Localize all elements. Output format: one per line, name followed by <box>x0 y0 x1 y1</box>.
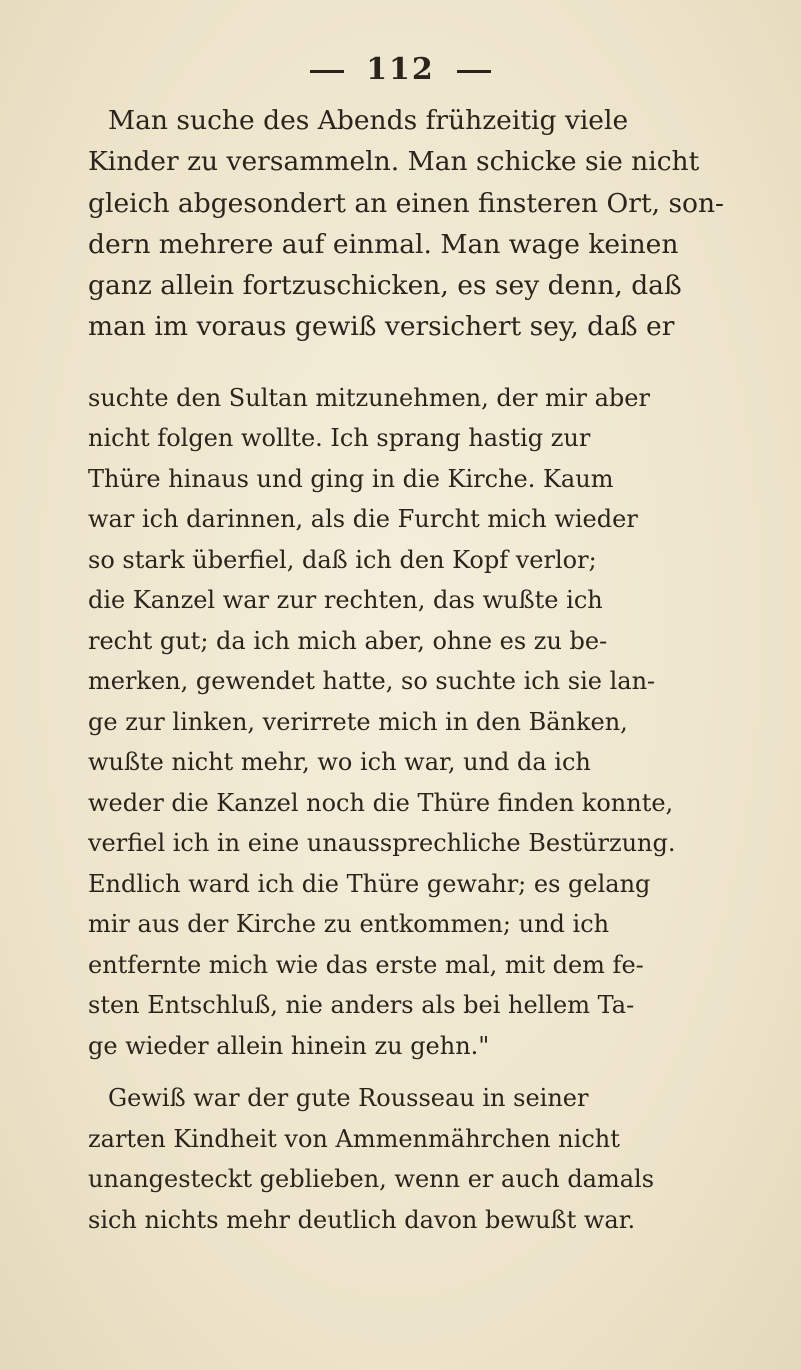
text-line: sten Entschluß, nie anders als bei hellem Ta- <box>88 991 635 1020</box>
page-number: 112 <box>366 52 435 87</box>
text-line: ganz allein fortzuschicken, es sey denn, daß <box>88 270 682 302</box>
text-line: unangesteckt geblieben, wenn er auch damals <box>88 1165 655 1194</box>
text-line: merken, gewendet hatte, so suchte ich sie lan- <box>88 667 656 696</box>
text-line: suchte den Sultan mitzunehmen, der mir aber <box>88 383 650 412</box>
text-line: Gewiß war der gute Rousseau in seiner <box>108 1084 589 1113</box>
text-line: war ich darinnen, als die Furcht mich wieder <box>88 505 638 534</box>
text-line: verfiel ich in eine unaussprechliche Bestürzung. <box>88 829 676 858</box>
text-line: wußte nicht mehr, wo ich war, und da ich <box>88 748 591 777</box>
text-line: zarten Kindheit von Ammenmährchen nicht <box>88 1124 620 1153</box>
text-line: recht gut; da ich mich aber, ohne es zu be- <box>88 626 608 655</box>
text-line: Thüre hinaus und ging in die Kirche. Kaum <box>88 464 614 493</box>
text-line: nicht folgen wollte. Ich sprang hastig zur <box>88 424 591 453</box>
text-line: gleich abgesondert an einen finsteren Ort, son- <box>88 187 725 219</box>
text-line: dern mehrere auf einmal. Man wage keinen <box>88 228 679 260</box>
text-line: ge wieder allein hinein zu gehn." <box>88 1031 490 1060</box>
text-line: man im voraus gewiß versichert sey, daß er <box>88 311 675 343</box>
text-line: Kinder zu versammeln. Man schicke sie nicht <box>88 146 700 178</box>
text-line: entfernte mich wie das erste mal, mit dem fe- <box>88 950 644 979</box>
text-line: weder die Kanzel noch die Thüre finden konnte, <box>88 788 674 817</box>
closing-paragraph <box>88 1078 748 1240</box>
text-line: die Kanzel war zur rechten, das wußte ich <box>88 586 603 615</box>
text-line: sich nichts mehr deutlich davon bewußt war. <box>88 1205 636 1234</box>
text-line: Man suche des Abends frühzeitig viele <box>108 105 629 136</box>
text-line: so stark überfiel, daß ich den Kopf verlor; <box>88 545 597 574</box>
text-line: ge zur linken, verirrete mich in den Bänken, <box>88 707 628 736</box>
header-dash-left <box>310 70 344 73</box>
header-dash-right <box>457 70 491 73</box>
quoted-passage <box>88 378 748 1067</box>
text-line: mir aus der Kirche zu entkommen; und ich <box>88 910 610 939</box>
body-text <box>88 100 748 1240</box>
text-line: Endlich ward ich die Thüre gewahr; es gelang <box>88 869 651 898</box>
page-header <box>0 52 801 87</box>
